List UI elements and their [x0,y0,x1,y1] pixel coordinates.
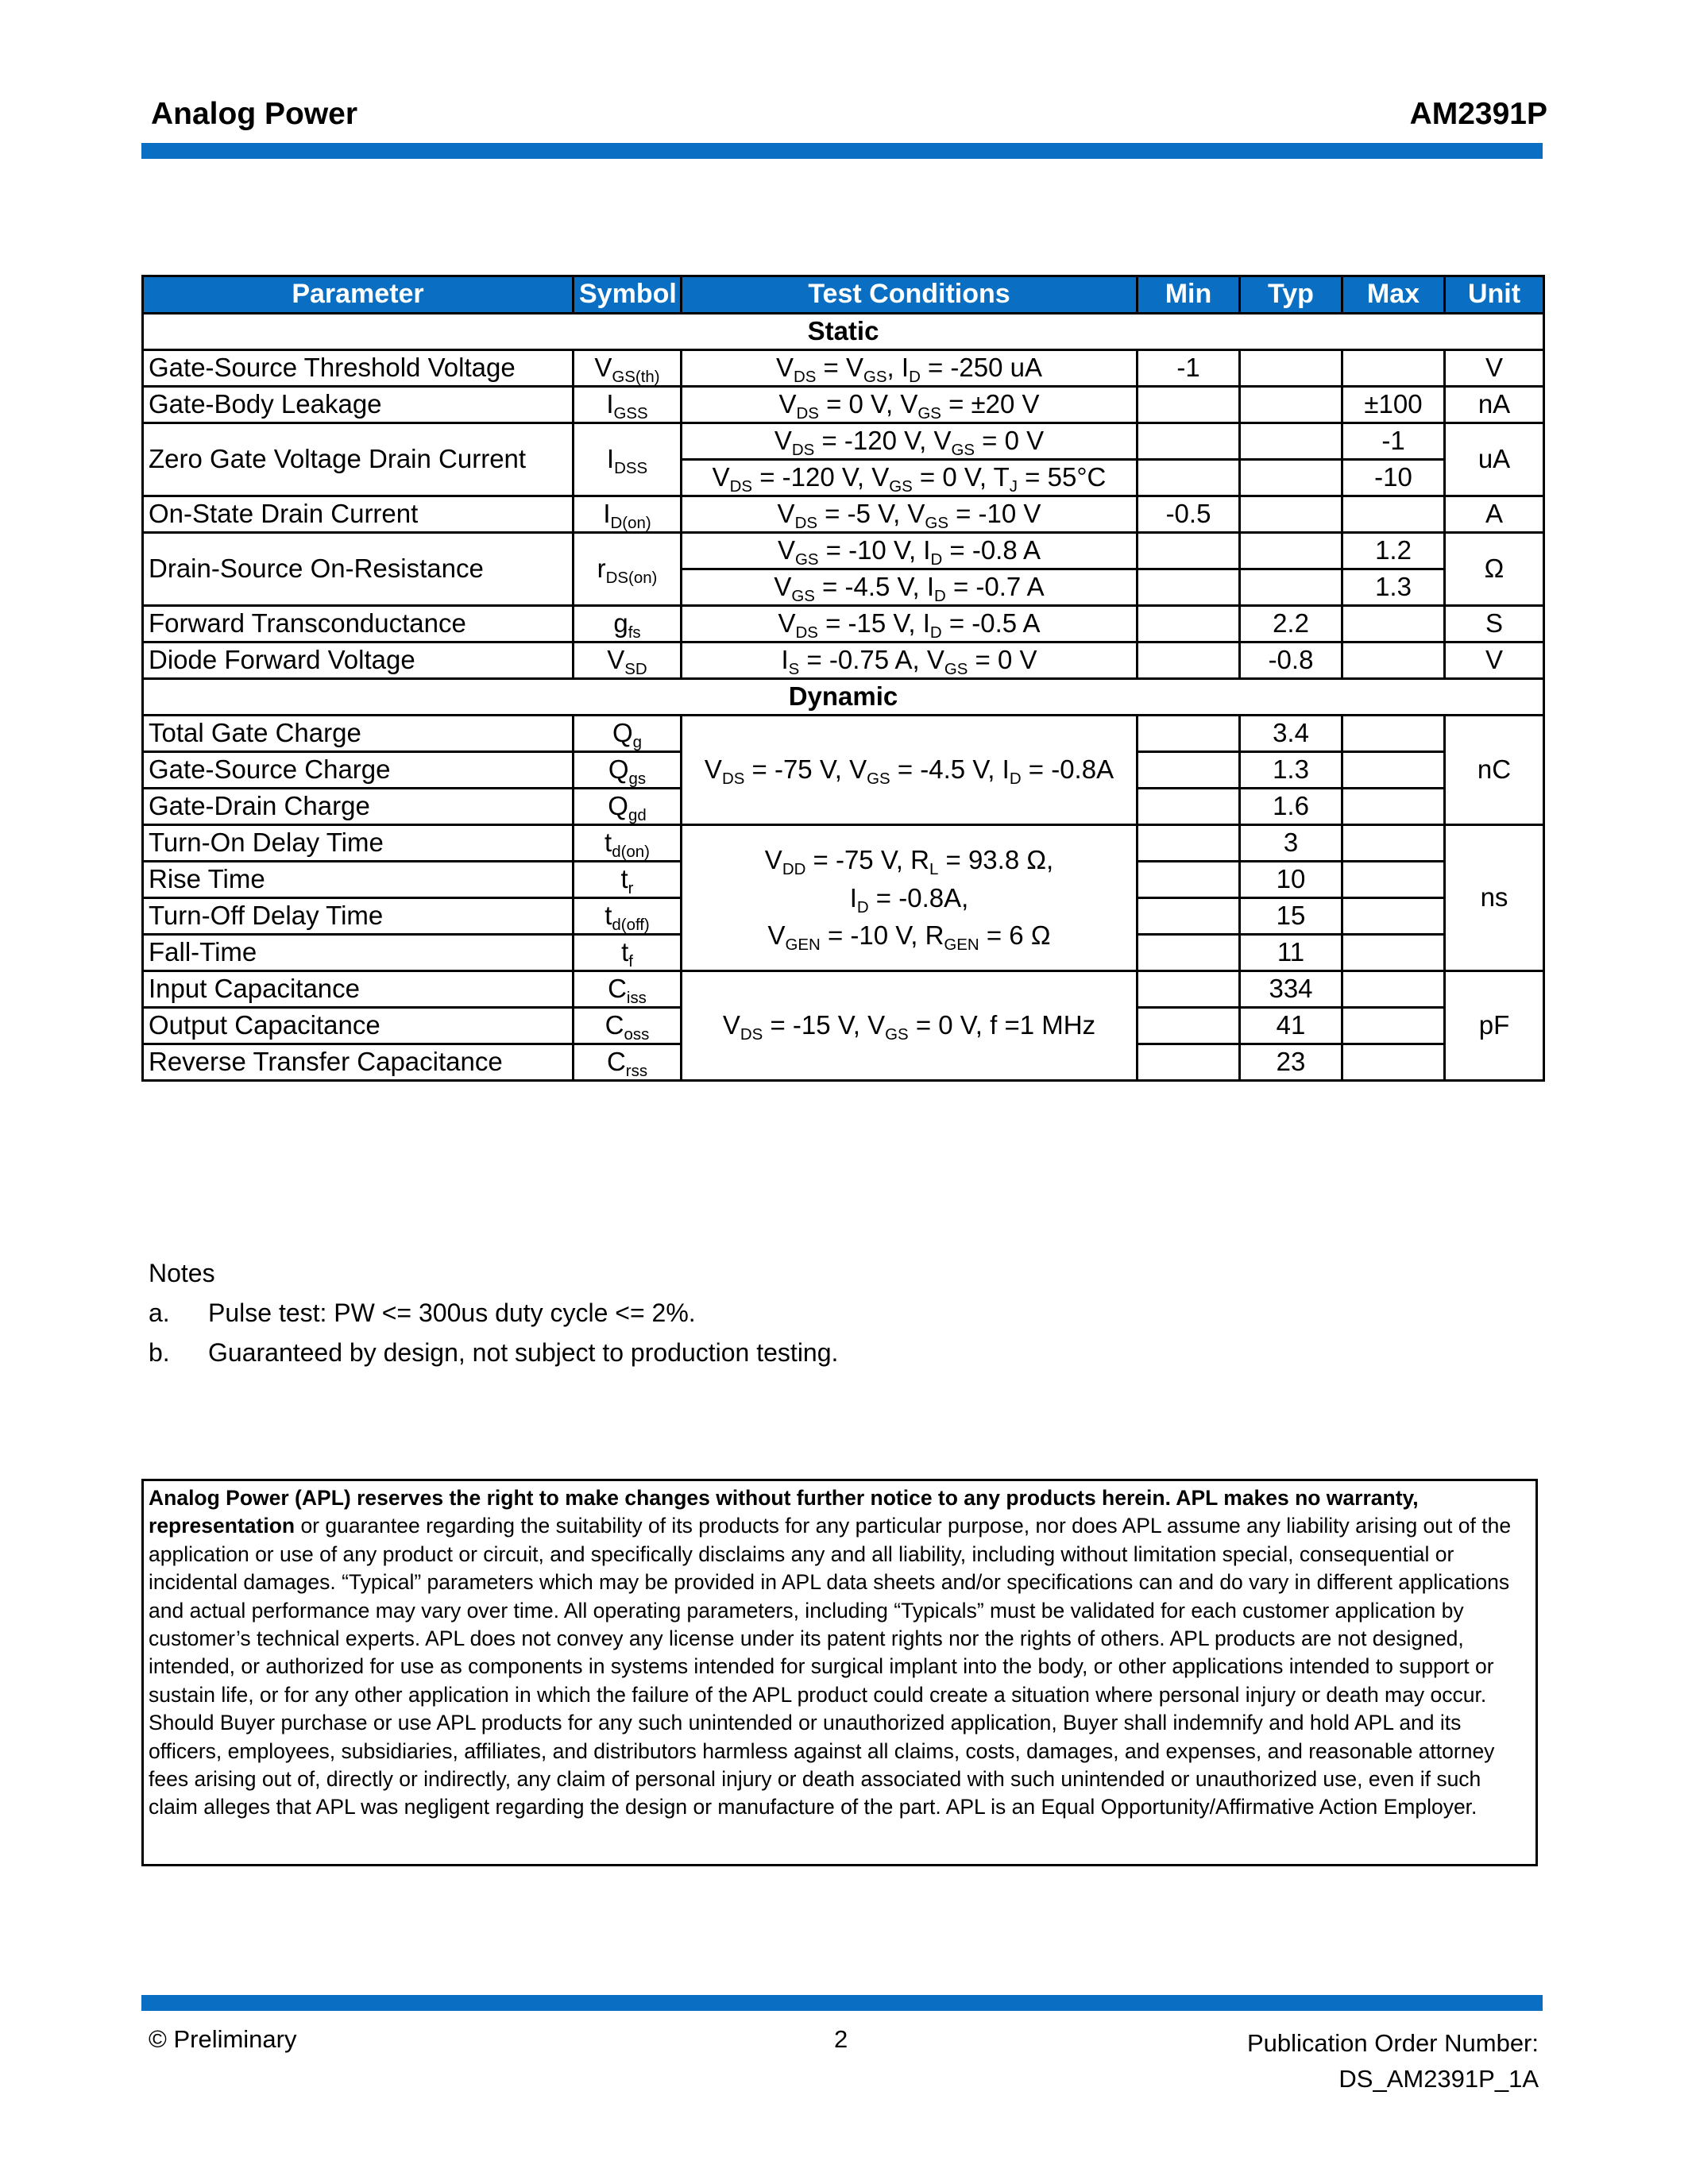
symbol-cell: $I_{D(on)}$ [574,496,682,533]
col-header-parameter: Parameter [143,276,574,314]
typ-cell [1240,387,1342,423]
symbol-cell: $g_{fs}$ [574,606,682,642]
notes-section [149,1253,838,1372]
param-cell: Gate-Body Leakage [143,387,574,423]
col-header-unit: Unit [1445,276,1544,314]
section-row-dynamic [143,679,1544,716]
min-cell [1138,789,1240,825]
condition-cell: $V_{DS} = -5$ V, $V_{GS} = -10$ V [682,496,1138,533]
min-cell [1138,642,1240,679]
param-cell: Input Capacitance [143,971,574,1008]
col-header-min: Min [1138,276,1240,314]
min-cell [1138,752,1240,789]
typ-cell: 2.2 [1240,606,1342,642]
condition-cell: $V_{DS} = V_{GS}$, $I_D = -250$ uA [682,350,1138,387]
footer-divider-bar [141,1995,1543,2011]
min-cell [1138,825,1240,862]
param-cell: Gate-Drain Charge [143,789,574,825]
note-text: Pulse test: PW <= 300us duty cycle <= 2%. [208,1298,696,1327]
symbol-cell: $Q_{gs}$ [574,752,682,789]
max-cell: -10 [1342,460,1445,496]
section-row-static [143,314,1544,350]
min-cell [1138,862,1240,898]
footer-status: © Preliminary [149,2025,297,2053]
section-label: Dynamic [143,679,1544,716]
min-cell [1138,387,1240,423]
table-header-row [143,276,1544,314]
condition-cell: $V_{DS} = 0$ V, $V_{GS} = \pm 20$ V [682,387,1138,423]
condition-cell: $I_S = -0.75$ A, $V_{GS} = 0$ V [682,642,1138,679]
param-cell: Gate-Source Charge [143,752,574,789]
table-row [143,825,1544,862]
param-cell: Turn-On Delay Time [143,825,574,862]
condition-cell: $V_{GS} = -10$ V, $I_D = -0.8$ A [682,533,1138,569]
max-cell [1342,496,1445,533]
max-cell: -1 [1342,423,1445,460]
disclaimer-bold-text: Analog Power (APL) reserves the right to make changes without further notice to any products herein. APL makes no warranty, representation [149,1486,1419,1538]
param-cell: Turn-Off Delay Time [143,898,574,935]
symbol-cell: $r_{DS(on)}$ [574,533,682,606]
param-cell: Total Gate Charge [143,716,574,752]
min-cell: -0.5 [1138,496,1240,533]
col-header-max: Max [1342,276,1445,314]
symbol-cell: $t_{d(on)}$ [574,825,682,862]
symbol-cell: $C_{oss}$ [574,1008,682,1044]
symbol-cell: $Q_g$ [574,716,682,752]
max-cell [1342,898,1445,935]
table-row [143,606,1544,642]
max-cell [1342,935,1445,971]
typ-cell [1240,533,1342,569]
max-cell [1342,862,1445,898]
param-cell: Reverse Transfer Capacitance [143,1044,574,1081]
unit-cell: nA [1445,387,1544,423]
symbol-cell: $V_{SD}$ [574,642,682,679]
symbol-cell: $t_r$ [574,862,682,898]
col-header-typ: Typ [1240,276,1342,314]
param-cell: Output Capacitance [143,1008,574,1044]
disclaimer-text: or guarantee regarding the suitability of its products for any particular purpose, nor does APL assume any liability arising out of the application or use of any product or circuit, and specifically disclaims any and all liability, including without limitation special, consequential or incidental damages. “Typical” parameters which may be provided in APL data sheets and/or specifications can and do vary in different applications and actual performance may vary over time. All operating parameters, including “Typicals” must be validated for each customer application by customer’s technical experts. APL does not convey any license under its patent rights nor the rights of others. APL products are not designed, intended, or authorized for use as components in systems intended for surgical implant into the body, or other applications intended to support or sustain life, or for any other application in which the failure of the APL product could create a situation where personal injury or death may occur. Should Buyer purchase or use APL products for any such unintended or unauthorized application, Buyer shall indemnify and hold APL and its officers, employees, subsidiaries, affiliates, and distributors harmless against all claims, costs, damages, and expenses, and reasonable attorney fees arising out of, directly or indirectly, any claim of personal injury or death associated with such unintended or unauthorized use, even if such claim alleges that APL was negligent regarding the design or manufacture of the part. APL is an Equal Opportunity/Affirmative Action Employer. [149,1514,1512,1819]
typ-cell [1240,569,1342,606]
symbol-cell: $t_{d(off)}$ [574,898,682,935]
min-cell [1138,1008,1240,1044]
max-cell [1342,350,1445,387]
unit-cell: A [1445,496,1544,533]
max-cell [1342,789,1445,825]
max-cell [1342,642,1445,679]
col-header-test-conditions: Test Conditions [682,276,1138,314]
col-header-symbol: Symbol [574,276,682,314]
condition-cell: $V_{DS} = -15$ V, $V_{GS} = 0$ V, f =1 MHz [682,971,1138,1081]
min-cell [1138,606,1240,642]
condition-cell: $V_{DS} = -120$ V, $V_{GS} = 0$ V [682,423,1138,460]
min-cell [1138,716,1240,752]
notes-title: Notes [149,1259,215,1287]
max-cell [1342,1044,1445,1081]
param-cell: Fall-Time [143,935,574,971]
typ-cell [1240,496,1342,533]
param-cell: Forward Transconductance [143,606,574,642]
symbol-cell: $V_{GS(th)}$ [574,350,682,387]
max-cell [1342,716,1445,752]
unit-cell: nC [1445,716,1544,825]
max-cell: 1.3 [1342,569,1445,606]
table-row [143,716,1544,752]
typ-cell [1240,460,1342,496]
typ-cell: 11 [1240,935,1342,971]
typ-cell: 3 [1240,825,1342,862]
publication-label: Publication Order Number: [1247,2029,1539,2057]
note-label: a. [149,1298,170,1327]
param-cell: Diode Forward Voltage [143,642,574,679]
table-row [143,642,1544,679]
typ-cell: 23 [1240,1044,1342,1081]
param-cell: Zero Gate Voltage Drain Current [143,423,574,496]
param-cell: Gate-Source Threshold Voltage [143,350,574,387]
symbol-cell: $Q_{gd}$ [574,789,682,825]
max-cell [1342,1008,1445,1044]
table-row [143,496,1544,533]
publication-number: DS_AM2391P_1A [1338,2065,1539,2093]
note-item [149,1293,838,1333]
min-cell [1138,971,1240,1008]
typ-cell: 1.3 [1240,752,1342,789]
part-number: AM2391P [1409,97,1547,131]
typ-cell: 334 [1240,971,1342,1008]
min-cell [1138,533,1240,569]
header-divider-bar [141,143,1543,159]
typ-cell [1240,423,1342,460]
typ-cell [1240,350,1342,387]
publication-order-number [1247,2025,1539,2097]
unit-cell: S [1445,606,1544,642]
typ-cell: -0.8 [1240,642,1342,679]
max-cell: ±100 [1342,387,1445,423]
typ-cell: 10 [1240,862,1342,898]
note-item [149,1333,838,1372]
section-label: Static [143,314,1544,350]
max-cell [1342,971,1445,1008]
condition-cell: $V_{DS} = -75$ V, $V_{GS} = -4.5$ V, $I_D = -0.8A$ [682,716,1138,825]
symbol-cell: $C_{iss}$ [574,971,682,1008]
min-cell [1138,569,1240,606]
typ-cell: 1.6 [1240,789,1342,825]
condition-cell: $V_{GS} = -4.5$ V, $I_D = -0.7$ A [682,569,1138,606]
min-cell [1138,935,1240,971]
max-cell [1342,752,1445,789]
unit-cell: uA [1445,423,1544,496]
symbol-cell: $C_{rss}$ [574,1044,682,1081]
param-cell: Drain-Source On-Resistance [143,533,574,606]
table-row [143,350,1544,387]
unit-cell: pF [1445,971,1544,1081]
typ-cell: 3.4 [1240,716,1342,752]
min-cell [1138,460,1240,496]
min-cell [1138,423,1240,460]
company-name: Analog Power [151,97,358,131]
condition-cell: $V_{DS} = -15$ V, $I_D = -0.5$ A [682,606,1138,642]
table-row [143,971,1544,1008]
symbol-cell: $I_{GSS}$ [574,387,682,423]
min-cell [1138,898,1240,935]
max-cell [1342,606,1445,642]
table-row [143,533,1544,569]
symbol-cell: $t_f$ [574,935,682,971]
min-cell [1138,1044,1240,1081]
electrical-characteristics-table [141,275,1545,1082]
table-row [143,423,1544,460]
unit-cell: V [1445,350,1544,387]
typ-cell: 15 [1240,898,1342,935]
unit-cell: ns [1445,825,1544,971]
unit-cell: V [1445,642,1544,679]
condition-cell: $V_{DD} = -75$ V, $R_L = 93.8$ Ω, $I_D = -0.8A$, $V_{GEN} = -10$ V, $R_{GEN} = 6$ Ω [682,825,1138,971]
note-text: Guaranteed by design, not subject to production testing. [208,1338,839,1367]
legal-disclaimer [141,1479,1538,1866]
max-cell: 1.2 [1342,533,1445,569]
param-cell: On-State Drain Current [143,496,574,533]
unit-cell: Ω [1445,533,1544,606]
table-row [143,387,1544,423]
page-number: 2 [834,2025,848,2053]
min-cell: -1 [1138,350,1240,387]
param-cell: Rise Time [143,862,574,898]
condition-cell: $V_{DS} = -120$ V, $V_{GS} = 0$ V, $T_J = 55^\circ C$ [682,460,1138,496]
max-cell [1342,825,1445,862]
symbol-cell: $I_{DSS}$ [574,423,682,496]
typ-cell: 41 [1240,1008,1342,1044]
note-label: b. [149,1338,170,1367]
